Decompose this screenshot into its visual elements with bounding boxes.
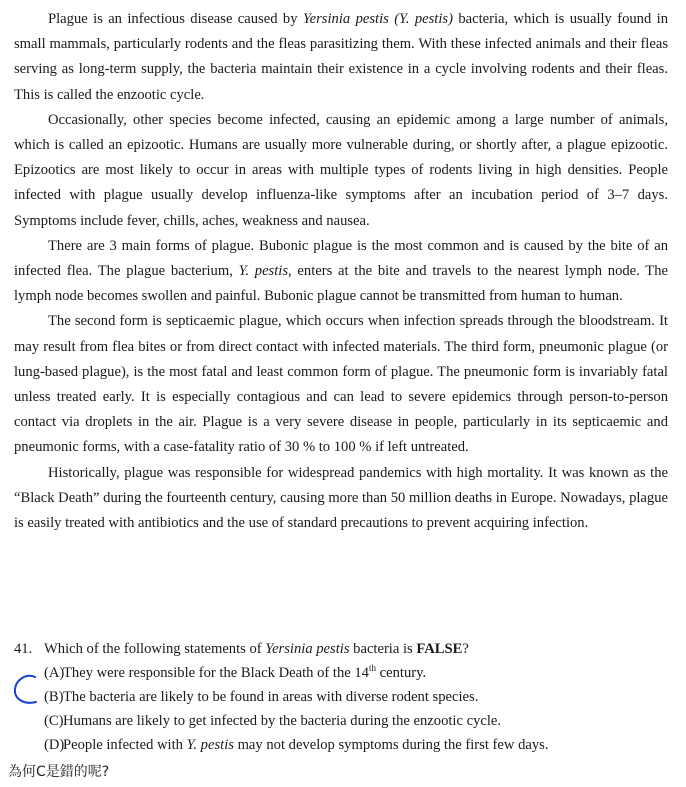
handwritten-answer-mark <box>10 671 40 709</box>
question-stem <box>14 637 668 661</box>
option-letter: (A) <box>44 665 65 681</box>
italic-run: Yersinia pestis <box>265 641 350 657</box>
option-letter: (C) <box>44 713 64 729</box>
answer-option-c <box>14 709 668 733</box>
text-run: may not develop symptoms during the first few days. <box>233 737 549 753</box>
text-run: , enters at the bite and travels to the nearest lymph node. The lymph node becomes swollen and painful. Bubonic plague cannot be transmitted from human to human. <box>14 263 668 305</box>
text-run: century. <box>375 665 427 681</box>
passage-paragraph <box>14 461 668 537</box>
text-run: They were responsible for the Black Death of the 14 <box>63 665 369 681</box>
text-run: People infected with <box>63 737 187 753</box>
text-run: There are 3 main forms of plague. Bubonic plague is the most common and is caused by the bite of an infected flea. The plague bacterium, <box>14 237 668 280</box>
italic-run: Yersinia pestis (Y. pestis) <box>302 11 453 27</box>
italic-run: Y. pestis <box>186 737 234 753</box>
option-text <box>63 689 478 705</box>
text-run: Historically, plague was responsible for widespread pandemics with high mortality. It was known as the “Black Death” during the fourteenth century, causing more than 50 million deaths in Europe. Nowadays, plague is easily treated with antibiotics and the use of standard precautions to prevent acquiring infection. <box>14 464 668 532</box>
italic-run: Y. pestis <box>238 263 289 280</box>
answer-option-a <box>14 661 668 685</box>
passage-paragraph <box>14 309 668 460</box>
text-run: bacteria is <box>349 641 417 657</box>
answer-option-d <box>14 733 668 757</box>
bold-run: FALSE <box>416 641 463 657</box>
text-run: Plague is an infectious disease caused by <box>48 11 303 27</box>
text-run: The bacteria are likely to be found in areas with diverse rodent species. <box>63 689 479 705</box>
option-text <box>63 737 548 753</box>
option-text <box>63 713 501 729</box>
passage-paragraph <box>14 108 668 234</box>
text-run: The second form is septicaemic plague, which occurs when infection spreads through the bloodstream. It may result from flea bites or from direct contact with infected materials. The third form, pneumonic plague (or lung-based plague), is the most fatal and least common form of plague. The pneumonic form is invariably fatal unless treated early. It is especially contagious and can lead to severe epidemics through person-to-person contact via droplets in the air. Plague is a very severe disease in people, particularly in its septicaemic and pneumonic forms, with a case-fatality ratio of 30 % to 100 % if left untreated. <box>14 313 668 456</box>
question-number: 41. <box>14 641 33 657</box>
option-text <box>63 665 426 681</box>
text-run: Humans are likely to get infected by the bacteria during the enzootic cycle. <box>63 713 502 729</box>
option-letter: (D) <box>44 737 65 753</box>
reading-passage <box>14 7 668 536</box>
user-question-text: 為何C是錯的呢? <box>8 764 110 780</box>
question-block <box>14 637 668 757</box>
option-letter: (B) <box>44 689 64 705</box>
passage-paragraph <box>14 234 668 310</box>
text-run: bacteria, which is usually found in small mammals, particularly rodents and the fleas parasitizing them. With these infected animals and their fleas serving as long-term supply, the bacteria maintain their existence in a cycle involving rodents and their fleas. This is called the enzootic cycle. <box>14 11 668 103</box>
superscript-run: th <box>368 663 376 674</box>
text-run: Occasionally, other species become infected, causing an epidemic among a large number of animals, which is called an epizootic. Humans are usually more vulnerable during, or shortly after, a plague epizootic. Epizootics are most likely to occur in areas with multiple types of rodents living in high densities. People infected with plague usually develop influenza-like symptoms after an incubation period of 3–7 days. Symptoms include fever, chills, aches, weakness and nausea. <box>14 111 668 229</box>
question-text <box>44 641 469 657</box>
text-run: Which of the following statements of <box>44 641 266 657</box>
answer-option-b <box>14 685 668 709</box>
passage-paragraph <box>14 7 668 108</box>
text-run: ? <box>462 641 469 657</box>
